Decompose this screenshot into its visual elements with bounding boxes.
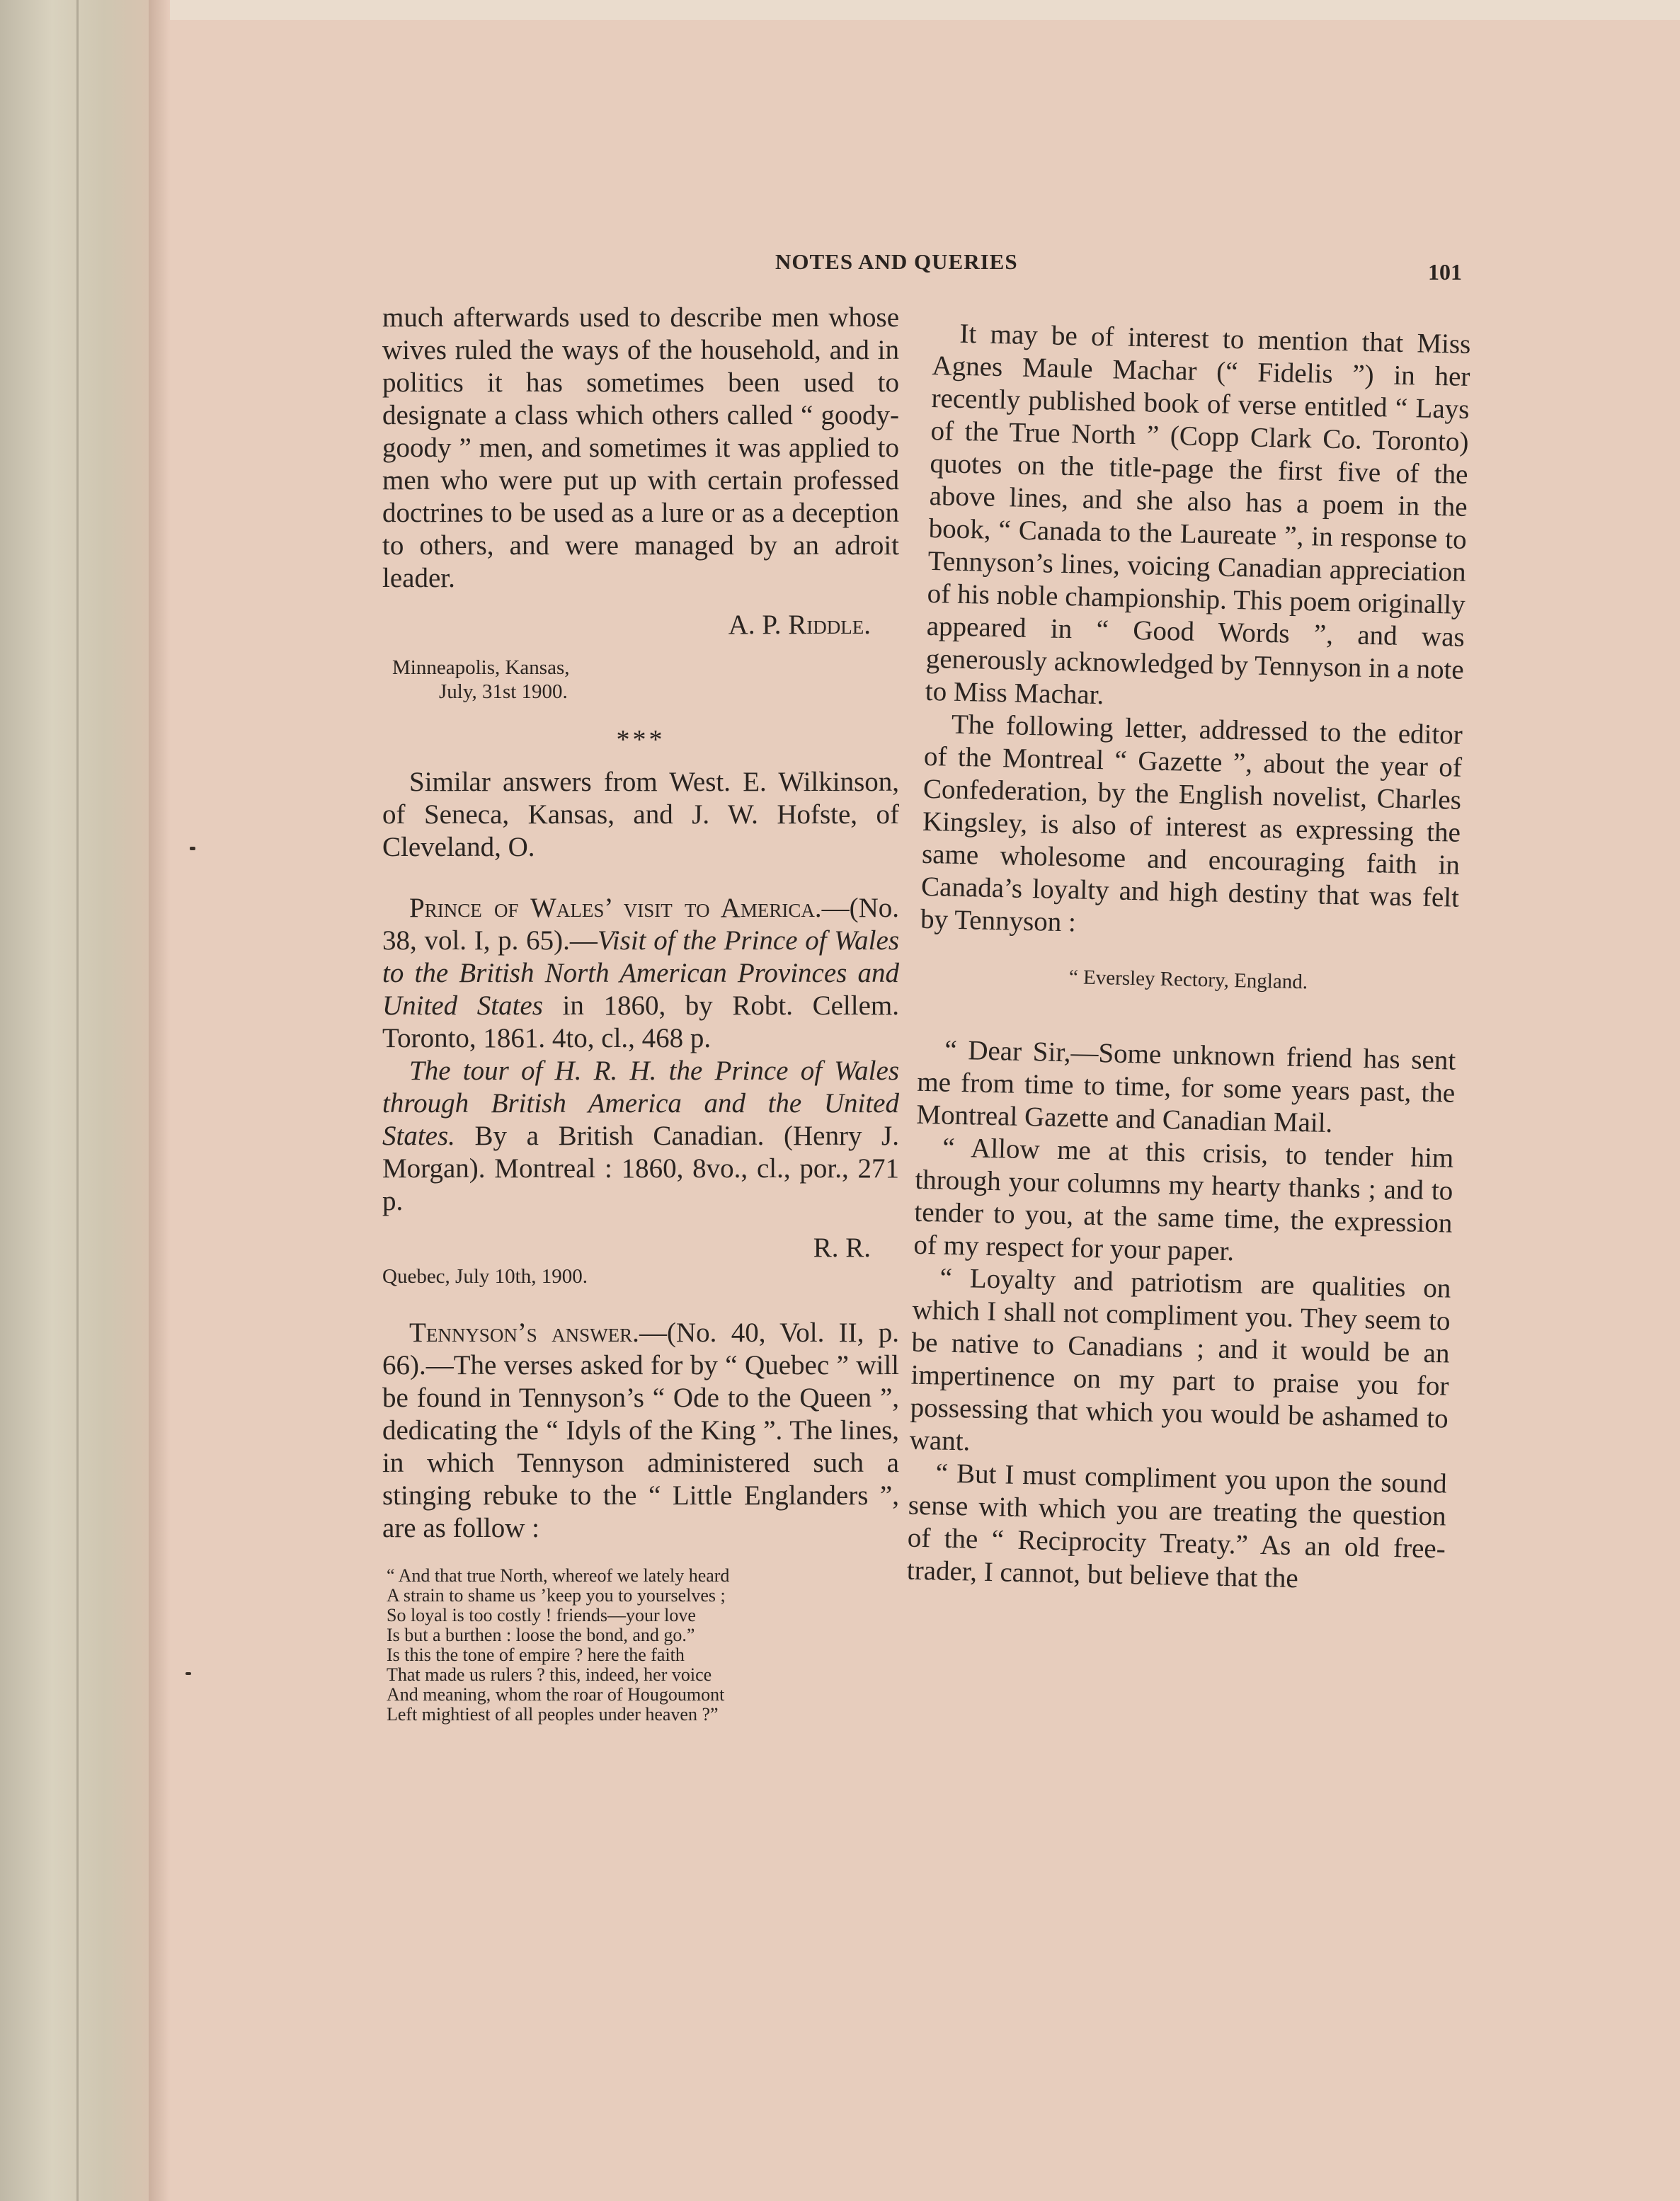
paragraph: Similar answers from West. E. Wilkinson, of Seneca, Kansas, and J. W. Hofste, of Cleveland, O. — [382, 767, 899, 862]
right-column — [906, 317, 1470, 1599]
book-details: By a British Canadian. (Henry J. Morgan). Montreal : 1860, 8vo., cl., por., 271 p. — [382, 1121, 899, 1216]
poem-line: And meaning, whom the roar of Hougoumont — [387, 1684, 725, 1705]
tennyson-entry — [382, 1317, 899, 1545]
prince-entry — [382, 892, 899, 1055]
section-separator: *** — [616, 725, 665, 755]
place-line: Minneapolis, Kansas, — [392, 656, 570, 679]
date-line: July, 31st 1900. — [439, 680, 568, 703]
entry-body: —(No. 40, Vol. II, p. 66).—The verses asked for by “ Quebec ” will be found in Tennyson’s “ Ode to the Queen ”, dedicating the “ Idyls of the King ”. The lines, in which Tennyson administered such a stinging rebuke to the “ Little Englanders ”, are as follow : — [382, 1317, 899, 1543]
book-title: The tour of H. R. H. the Prince of Wales through British America and the United States. — [382, 1056, 899, 1151]
book-title: Visit of the Prince of Wales to the British North American Provinces and United States — [382, 925, 899, 1021]
paper-speck — [185, 1672, 191, 1675]
poem-line: “ And that true North, whereof we lately heard — [387, 1565, 730, 1586]
left-column — [382, 302, 899, 1725]
page-top-margin — [170, 0, 1680, 20]
letter-paragraph: “ Loyalty and patriotism are qualities on which I shall not compliment you. They seem to be native to Canadians ; and it would be an impertinence on my part to praise you for possessing that which you would be ashamed to want. — [909, 1262, 1451, 1457]
signature: R. R. — [813, 1233, 871, 1263]
page-number: 101 — [1428, 259, 1462, 285]
paragraph: much afterwards used to describe men whose wives ruled the ways of the household, and in politics it has sometimes been used to designate a class which others called “ goody-goody ” men, and sometimes it was applied to men who were put up with certain professed doctrines to be used as a lure or as a deception to others, and were managed by an adroit leader. — [382, 302, 899, 593]
entry-heading: Prince of Wales’ visit to America. — [409, 893, 822, 923]
entry-heading: Tennyson’s answer. — [409, 1317, 639, 1348]
paragraph: The following letter, addressed to the editor of the Montreal “ Gazette ”, about the year of Confederation, by the English novelist, Charles Kingsley, is also of interest as expressing the same wholesome and encouraging faith in Canada’s loyalty and high destiny that was felt by Tennyson : — [920, 709, 1463, 938]
paragraph — [382, 1055, 899, 1218]
poem-line: Is this the tone of empire ? here the faith — [387, 1645, 685, 1665]
binding-gutter — [0, 0, 149, 2201]
place-line: Quebec, July 10th, 1900. — [382, 1265, 588, 1288]
spacer — [382, 1288, 899, 1317]
letter-address: “ Eversley Rectory, England. — [1068, 966, 1308, 994]
letter-paragraph: “ Dear Sir,—Some unknown friend has sent me from time to time, for some years past, the Montreal Gazette and Canadian Mail. — [915, 1034, 1456, 1139]
signature: A. P. Riddle. — [728, 610, 871, 640]
paper-speck — [190, 847, 195, 850]
letter-paragraph: “ Allow me at this crisis, to tender him through your columns my hearty thanks ; and to tender to you, at the same time, the expression of my respect for your paper. — [913, 1132, 1454, 1267]
poem-line: Left mightiest of all peoples under heaven ?” — [387, 1704, 719, 1725]
binding-fold-line — [76, 0, 79, 2201]
entry-reference: —(No. 38, vol. I, p. 65).— — [382, 893, 899, 956]
poem-line: That made us rulers ? this, indeed, her voice — [387, 1664, 712, 1685]
book-details: in 1860, by Robt. Cellem. Toronto, 1861. 4to, cl., 468 p. — [382, 990, 899, 1053]
poem-quote — [382, 1566, 899, 1725]
poem-line: Is but a burthen : loose the bond, and go.” — [387, 1625, 695, 1645]
page-edge-shadow — [149, 0, 170, 2201]
spacer — [382, 864, 899, 892]
letter-paragraph: “ But I must compliment you upon the sound sense with which you are treating the question of the “ Reciprocity Treaty.” As an old free-trader, I cannot, but believe that the — [906, 1458, 1448, 1594]
poem-line: A strain to shame us ’keep you to yourselves ; — [387, 1585, 726, 1606]
running-head: NOTES AND QUERIES — [775, 249, 1018, 274]
poem-line: So loyal is too costly ! friends—your love — [387, 1605, 696, 1625]
paragraph: It may be of interest to mention that Miss Agnes Maule Machar (“ Fidelis ”) in her recently published book of verse entitled “ Lays of the True North ” (Copp Clark Co. Toronto) quotes on the title-page the first five of the above lines, and she also has a poem in the book, “ Canada to the Laureate ”, in response to Tennyson’s lines, voicing Canadian appreciation of his noble championship. This poem originally appeared in “ Good Words ”, and was generously acknowledged by Tennyson in a note to Miss Machar. — [925, 318, 1471, 711]
